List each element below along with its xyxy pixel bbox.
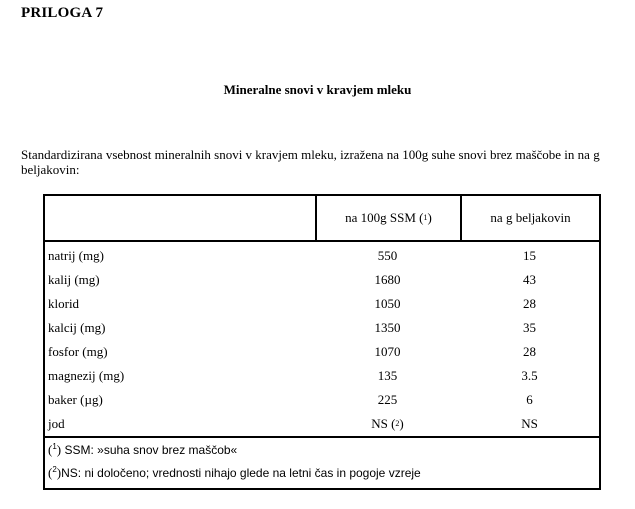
- header-per-100g-ssm: na 100g SSM ( 1 ): [315, 196, 460, 240]
- row-protein-value: 35: [523, 320, 536, 335]
- annex-label: PRILOGA 7: [21, 5, 104, 21]
- row-protein-value: 28: [523, 344, 536, 359]
- document-title: Mineralne snovi v kravjem mleku: [223, 82, 412, 97]
- row-protein-value: 15: [523, 248, 536, 263]
- row-name: natrij (mg): [48, 248, 104, 263]
- row-ssm-value: 1350: [374, 320, 401, 335]
- header-per-g-protein: na g beljakovin: [460, 196, 599, 240]
- table-header-row: [45, 196, 599, 242]
- footnote-1-text: SSM: »suha snov brez maščob«: [61, 443, 238, 457]
- table-row: [45, 244, 599, 268]
- row-protein-value: 28: [523, 296, 536, 311]
- table-body: [45, 242, 599, 436]
- row-ssm-value-close: ): [399, 416, 404, 431]
- row-ssm-value: 1070: [374, 344, 401, 359]
- row-name: kalcij (mg): [48, 320, 106, 335]
- footnote-1-mark: 1: [52, 442, 57, 451]
- row-protein-value: 6: [526, 392, 533, 407]
- row-name: magnezij (mg): [48, 368, 125, 383]
- row-ssm-value: 1050: [374, 296, 401, 311]
- header-name-cell: [45, 196, 315, 240]
- table-row: [45, 316, 599, 340]
- table-row: [45, 292, 599, 316]
- row-ssm-value: 135: [377, 368, 398, 383]
- row-name: klorid: [48, 296, 80, 311]
- footnote-2-mark: 2: [52, 465, 57, 474]
- row-ssm-value-text: NS (: [371, 416, 396, 431]
- row-name: kalij (mg): [48, 272, 100, 287]
- table-footnotes: [45, 436, 599, 484]
- intro-paragraph: Standardizirana vsebnost mineralnih snovi v kravjem mleku, izražena na 100g suhe snovi brez maščobe in na g beljakovin:: [21, 147, 600, 177]
- table-row: [45, 412, 599, 436]
- row-ssm-value: NS ( 2 ): [371, 416, 404, 431]
- row-protein-value: 43: [523, 272, 536, 287]
- mineral-table: [43, 194, 601, 490]
- table-row: [45, 268, 599, 292]
- row-name: baker (µg): [48, 392, 103, 407]
- row-ssm-value: 1680: [374, 272, 401, 287]
- row-ssm-value: 225: [377, 392, 398, 407]
- header-per-100g-ssm-close: ): [427, 210, 432, 225]
- table-row: [45, 388, 599, 412]
- footnote-2-text: NS: ni določeno; vrednosti nihajo glede na letni čas in pogoje vzreje: [61, 466, 421, 480]
- row-protein-value: 3.5: [521, 368, 538, 383]
- row-ssm-value: 550: [377, 248, 398, 263]
- row-name: jod: [48, 416, 65, 431]
- header-per-100g-ssm-label: na 100g SSM (: [345, 210, 424, 225]
- footnote-2: ($^2$)NS: ni določeno; vrednosti nihajo glede na letni čas in pogoje vzreje: [48, 465, 421, 480]
- row-name: fosfor (mg): [48, 344, 108, 359]
- footnote-1: ($^1$) SSM: »suha snov brez maščob«: [48, 442, 238, 457]
- table-row: [45, 364, 599, 388]
- row-protein-value: NS: [521, 416, 538, 431]
- table-row: [45, 340, 599, 364]
